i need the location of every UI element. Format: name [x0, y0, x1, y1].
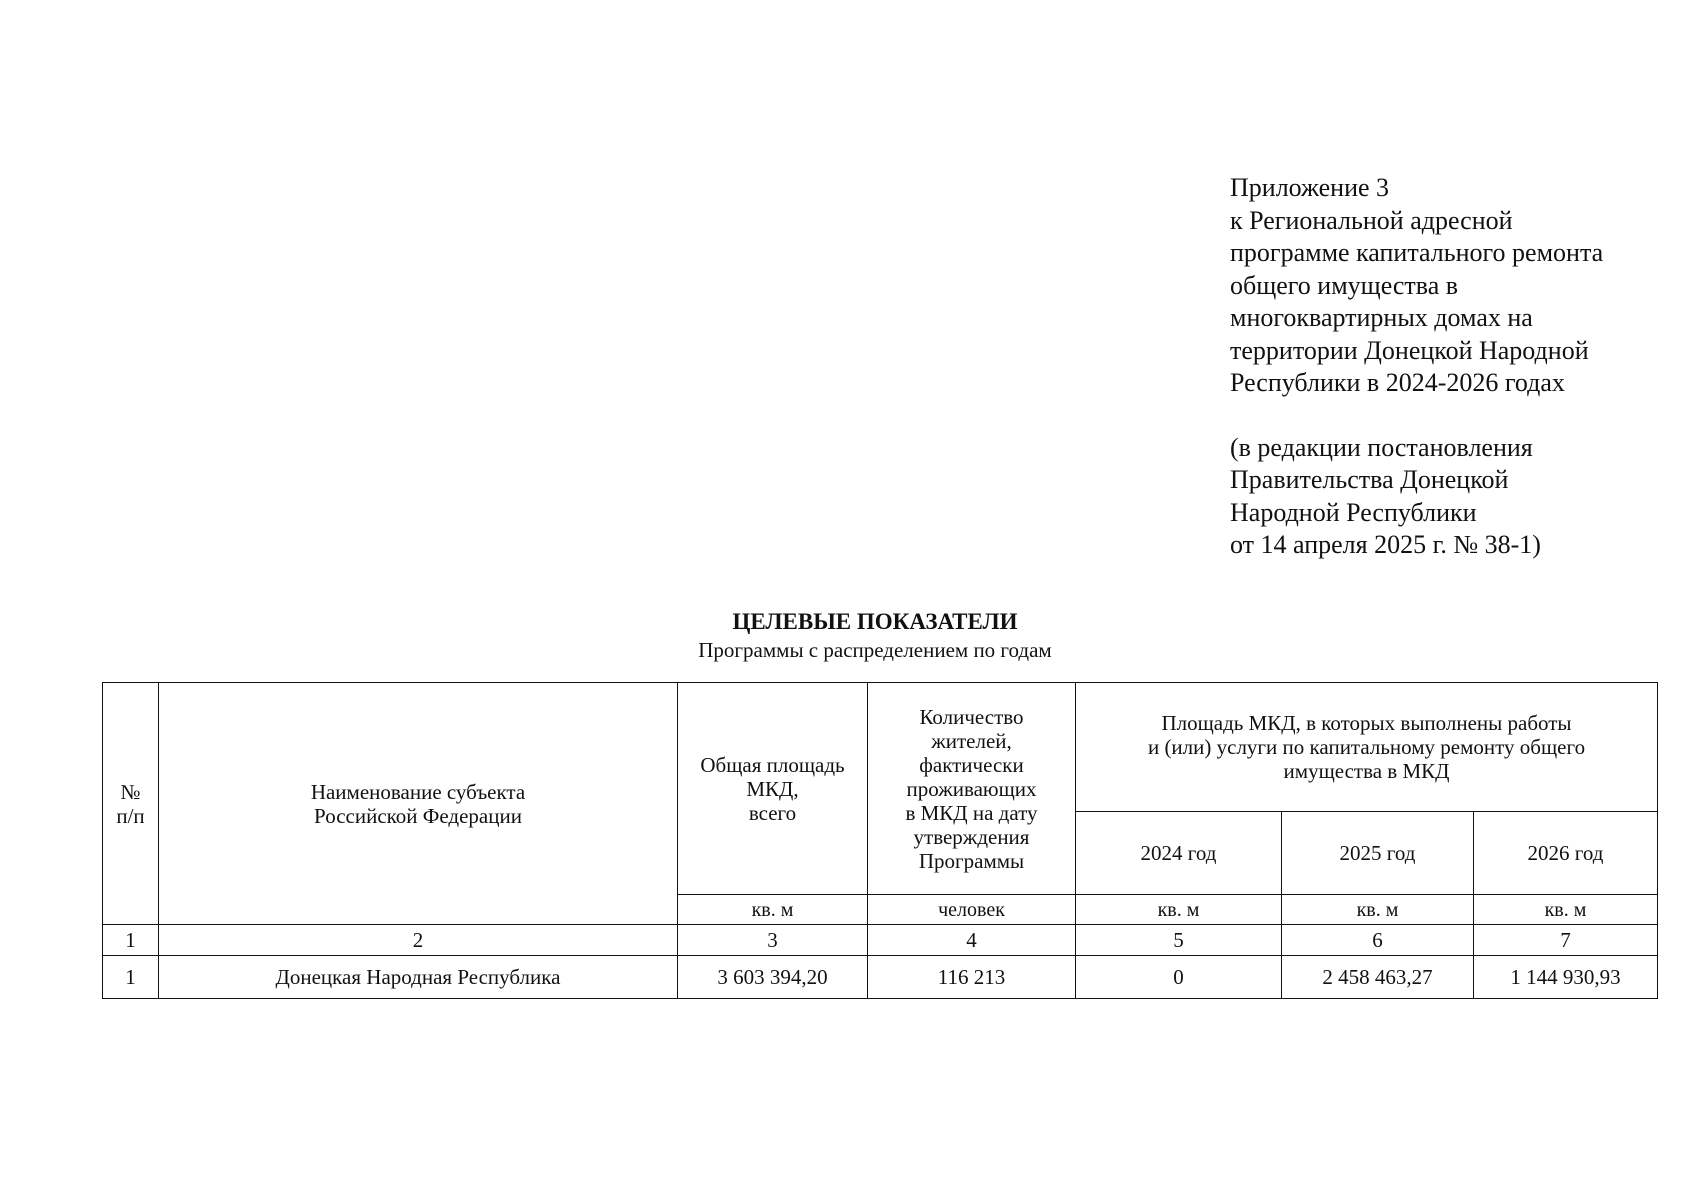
header-text: в МКД на дату — [905, 800, 1038, 825]
column-index: 7 — [1474, 925, 1658, 956]
appendix-line: Республики в 2024-2026 годах — [1230, 368, 1565, 397]
column-index: 3 — [678, 925, 868, 956]
document-title: ЦЕЛЕВЫЕ ПОКАЗАТЕЛИ — [732, 609, 1018, 634]
header-year-2024: 2024 год — [1076, 812, 1282, 895]
appendix-line: к Региональной адресной — [1230, 205, 1513, 235]
column-index-row — [103, 925, 1658, 956]
header-row — [103, 683, 1658, 812]
appendix-line: Приложение 3 — [1230, 173, 1390, 202]
header-text: Российской Федерации — [314, 803, 522, 828]
row-area-2025: 2 458 463,27 — [1282, 956, 1474, 999]
header-text: Наименование субъекта — [310, 779, 526, 804]
unit-2025: кв. м — [1282, 895, 1474, 925]
header-subject-name — [159, 683, 678, 925]
appendix-line: территории Донецкой Народной — [1230, 335, 1589, 365]
header-text: жителей, — [931, 728, 1012, 753]
header-residents — [868, 683, 1076, 895]
edition-line: от 14 апреля 2025 г. № 38-1) — [1230, 530, 1541, 559]
header-text: всего — [748, 800, 797, 825]
header-text: Программы — [918, 848, 1025, 873]
header-text: Количество — [919, 704, 1024, 729]
header-text: и (или) услуги по капитальному ремонту общего — [1147, 735, 1586, 759]
header-text: Общая площадь — [700, 752, 845, 777]
row-residents: 116 213 — [868, 956, 1076, 999]
column-index: 2 — [159, 925, 678, 956]
header-text: Площадь МКД, в которых выполнены работы — [1161, 711, 1572, 735]
header-text: проживающих — [906, 776, 1037, 801]
unit-2024: кв. м — [1076, 895, 1282, 925]
appendix-block — [1230, 172, 1670, 562]
row-area-2026: 1 144 930,93 — [1474, 956, 1658, 999]
header-text: фактически — [919, 752, 1024, 777]
header-works-area — [1076, 683, 1658, 812]
header-text: имущества в МКД — [1283, 759, 1450, 783]
column-index: 4 — [868, 925, 1076, 956]
header-number — [103, 683, 159, 925]
unit-residents: человек — [868, 895, 1076, 925]
row-total-area: 3 603 394,20 — [678, 956, 868, 999]
appendix-line: многоквартирных домах на — [1230, 303, 1533, 332]
row-area-2024: 0 — [1076, 956, 1282, 999]
header-number-sign: № — [120, 779, 141, 804]
column-index: 1 — [103, 925, 159, 956]
header-text: утверждения — [913, 824, 1030, 849]
edition-line: (в редакции постановления — [1230, 432, 1533, 462]
row-subject-name: Донецкая Народная Республика — [159, 956, 678, 999]
appendix-line: программе капитального ремонта — [1230, 238, 1604, 267]
unit-total-area: кв. м — [678, 895, 868, 925]
edition-line: Народной Республики — [1230, 497, 1477, 527]
target-indicators-table — [102, 682, 1658, 999]
column-index: 6 — [1282, 925, 1474, 956]
header-text: МКД, — [746, 776, 799, 801]
column-index: 5 — [1076, 925, 1282, 956]
row-number: 1 — [103, 956, 159, 999]
header-year-2025: 2025 год — [1282, 812, 1474, 895]
appendix-gap — [1230, 400, 1670, 432]
table-row — [103, 956, 1658, 999]
header-number-abbr: п/п — [116, 803, 145, 828]
edition-line: Правительства Донецкой — [1230, 465, 1509, 494]
header-total-area — [678, 683, 868, 895]
header-year-2026: 2026 год — [1474, 812, 1658, 895]
appendix-line: общего имущества в — [1230, 270, 1459, 300]
unit-2026: кв. м — [1474, 895, 1658, 925]
document-subtitle: Программы с распределением по годам — [698, 638, 1052, 662]
